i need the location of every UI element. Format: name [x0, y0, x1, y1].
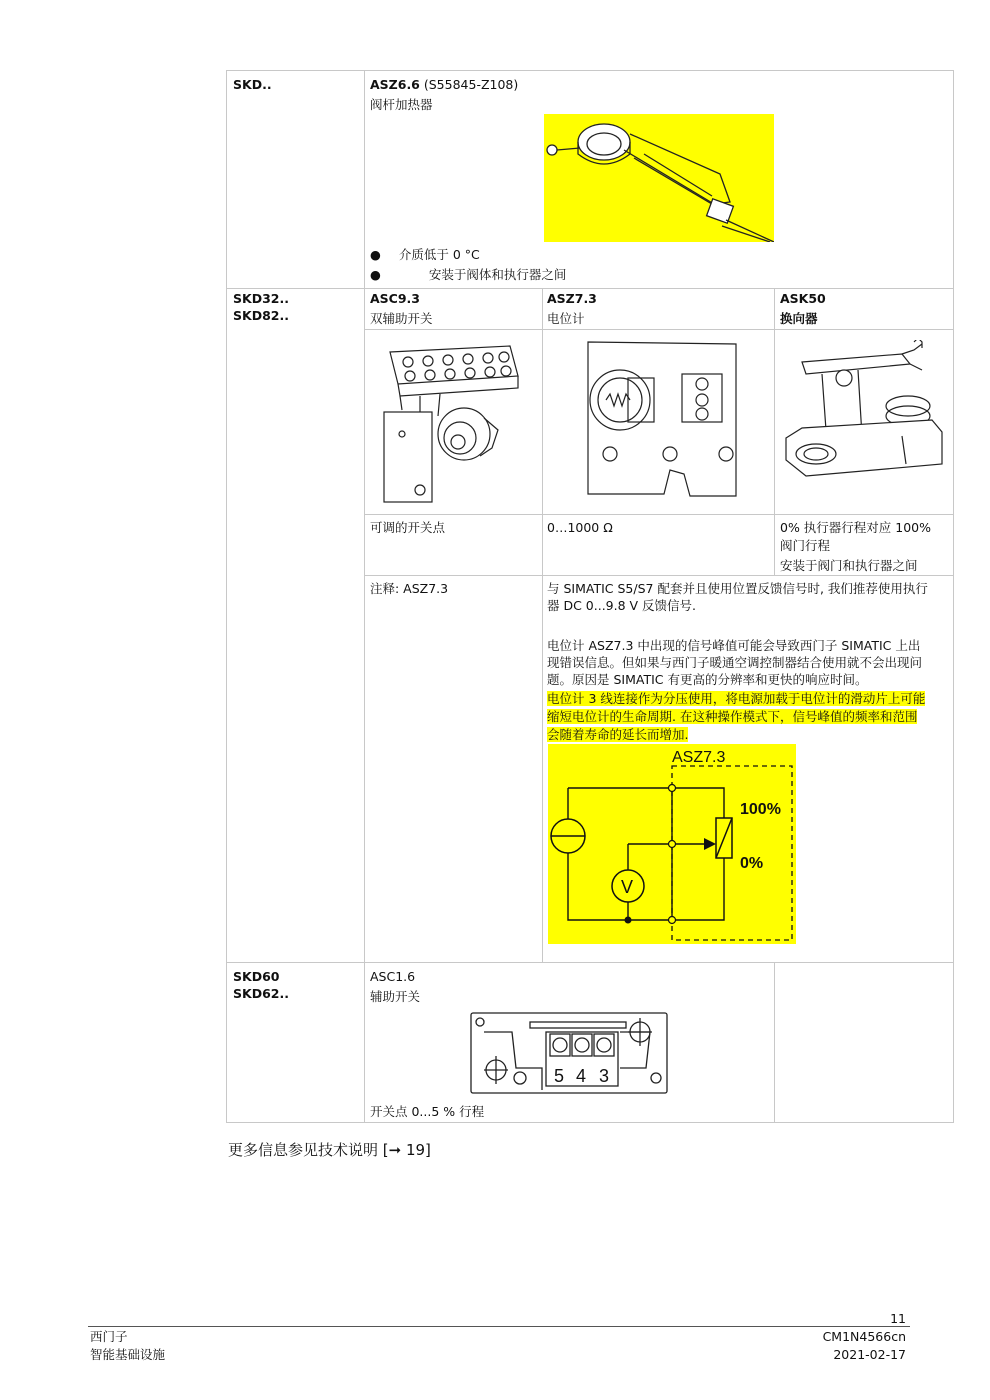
row2-image-divider: [364, 514, 954, 515]
row1-accessory-title: [370, 76, 518, 94]
table-border-right: [953, 70, 954, 1122]
table-divider-row3: [774, 962, 775, 1122]
asc16-spec: 开关点 0...5 % 行程: [370, 1104, 485, 1119]
asc16-name: 辅助开关: [370, 989, 421, 1004]
label-100-percent: 100%: [740, 801, 781, 818]
footer-rule: [88, 1326, 910, 1327]
row-divider-2: [226, 962, 954, 963]
terminal-label-4: 4: [576, 1066, 587, 1086]
row2-spec-divider: [364, 575, 954, 576]
table-border-bottom: [226, 1122, 954, 1123]
ask50-spec-line-3: 安装于阀门和执行器之间: [780, 558, 918, 573]
note-p2-line-3: 题。原因是 SIMATIC 有更高的分辨率和更快的响应时间。: [547, 672, 868, 687]
note-highlight-line-3: [547, 726, 688, 744]
node-junction: [625, 917, 632, 924]
more-info-link[interactable]: 更多信息参见技术说明 [➞ 19]: [228, 1141, 431, 1159]
asc16-code: ASC1.6: [370, 969, 416, 984]
row2-model-2: SKD82..: [233, 308, 289, 323]
highlight-text-3: 会随着寿命的延长而增加.: [547, 727, 689, 742]
diagram-title: ASZ7.3: [672, 749, 726, 766]
note-p1-line-1: 与 SIMATIC S5/S7 配套并且使用位置反馈信号时, 我们推荐使用执行: [547, 581, 928, 596]
note-label: 注释: ASZ7.3: [370, 581, 449, 596]
footer-company: 西门子: [90, 1329, 128, 1344]
row1-bullet-text-2: 安装于阀体和执行器之间: [428, 267, 567, 282]
table-border-left: [226, 70, 227, 1122]
row1-bullet-2: [370, 266, 566, 284]
table-divider-model: [364, 70, 365, 1122]
highlight-text-2: 缩短电位计的生命周期. 在这种操作模式下，信号峰值的频率和范围: [547, 709, 918, 724]
row2-model-1: SKD32..: [233, 291, 289, 306]
row1-model: SKD..: [233, 77, 272, 92]
asz73-circuit-diagram: [548, 744, 796, 944]
highlight-text-1: 电位计 3 线连接作为分压使用，将电源加载于电位计的滑动片上可能: [547, 691, 926, 706]
asz73-code: ASZ7.3: [547, 291, 597, 306]
label-0-percent: 0%: [740, 855, 764, 872]
ask50-code: ASK50: [780, 291, 826, 306]
terminal-label-3: 3: [599, 1066, 610, 1086]
row3-model-2: SKD62..: [233, 986, 289, 1001]
row1-accessory-ref: (S55845-Z108): [423, 77, 519, 92]
row1-bullet-text-1: 介质低于 0 °C: [398, 247, 480, 262]
table-border-top: [226, 70, 954, 71]
node-top: [669, 785, 676, 792]
ask50-spec-line-1: 0% 执行器行程对应 100%: [780, 520, 932, 535]
voltmeter-label: V: [621, 877, 634, 897]
note-p2-line-1: 电位计 ASZ7.3 中出现的信号峰值可能会导致西门子 SIMATIC 上出: [547, 638, 921, 653]
note-highlight-line-2: [547, 708, 917, 726]
footer-division: 智能基础设施: [90, 1347, 166, 1362]
footer-doc-id: CM1N4566cn: [822, 1329, 906, 1344]
node-bottom: [669, 917, 676, 924]
ask50-spec-line-2: 阀门行程: [780, 538, 831, 553]
row2-header-divider: [364, 329, 954, 330]
asc93-spec: 可调的开关点: [370, 520, 446, 535]
bullet-symbol: ●: [370, 267, 381, 282]
stem-heater-figure: [544, 114, 774, 242]
page-number: 11: [890, 1311, 906, 1326]
asc93-switch-figure: [380, 338, 522, 508]
bullet-symbol: ●: [370, 247, 381, 262]
asz73-spec: 0…1000 Ω: [547, 520, 613, 535]
row1-accessory-code: ASZ6.6: [370, 77, 420, 92]
row1-accessory-name: 阀杆加热器: [370, 97, 433, 112]
note-highlight-line-1: [547, 690, 925, 708]
note-p2-line-2: 现错误信息。但如果与西门子暖通空调控制器结合使用就不会出现问: [547, 655, 923, 670]
asc16-switch-figure: [470, 1012, 668, 1094]
asz73-potentiometer-figure: [580, 338, 740, 502]
asz73-name: 电位计: [547, 311, 585, 326]
row1-bullet-1: [370, 246, 480, 264]
asc93-name: 双辅助开关: [370, 311, 433, 326]
terminal-label-5: 5: [554, 1066, 565, 1086]
ask50-name: 换向器: [780, 311, 818, 326]
ask50-reverser-figure: [782, 340, 948, 480]
note-p1-line-2: 器 DC 0...9.8 V 反馈信号.: [547, 598, 697, 613]
row3-model-1: SKD60: [233, 969, 280, 984]
footer-date: 2021-02-17: [833, 1347, 906, 1362]
row-divider-1: [226, 288, 954, 289]
node-wiper: [669, 841, 676, 848]
table-divider-col3: [774, 288, 775, 575]
table-divider-col2: [542, 288, 543, 962]
asc93-code: ASC9.3: [370, 291, 420, 306]
